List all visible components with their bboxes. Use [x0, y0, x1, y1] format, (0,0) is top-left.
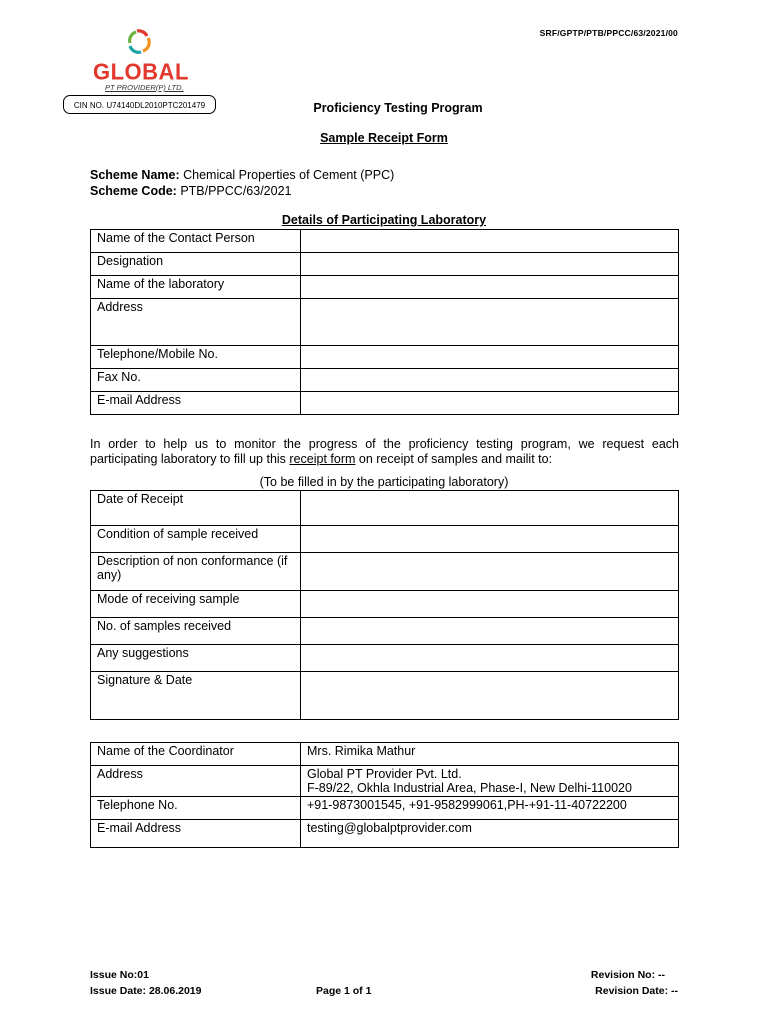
paragraph-text-end: on receipt of samples and mailit to:: [355, 452, 553, 466]
receipt-form-link: receipt form: [289, 452, 356, 466]
receipt-note: (To be filled in by the participating laboratory): [259, 475, 509, 489]
telephone-field[interactable]: [301, 346, 679, 369]
table-row: [91, 820, 679, 848]
date-of-receipt-field[interactable]: [301, 491, 679, 526]
address-field[interactable]: [301, 299, 679, 346]
row-label: Fax No.: [91, 369, 301, 392]
scheme-name-label: Scheme Name:: [90, 168, 180, 182]
sample-condition-field[interactable]: [301, 526, 679, 553]
page-title: Proficiency Testing Program: [313, 101, 483, 115]
cin-number: CIN NO. U74140DL2010PTC201479: [63, 95, 216, 114]
table-row: [91, 491, 679, 526]
logo-ring-icon: [93, 27, 193, 61]
email-field[interactable]: [301, 392, 679, 415]
table-row: [91, 766, 679, 797]
row-label: Designation: [91, 253, 301, 276]
row-label: E-mail Address: [91, 820, 301, 848]
non-conformance-field[interactable]: [301, 553, 679, 591]
table-row: [91, 253, 679, 276]
row-label: Telephone No.: [91, 797, 301, 820]
lab-details-table: [90, 229, 679, 415]
scheme-code-value: PTB/PPCC/63/2021: [176, 184, 292, 198]
receiving-mode-field[interactable]: [301, 591, 679, 618]
table-row: [91, 672, 679, 720]
row-label: Date of Receipt: [91, 491, 301, 526]
issue-number: Issue No:01: [90, 969, 149, 981]
company-logo: [93, 27, 193, 95]
row-label: Address: [91, 299, 301, 346]
row-label: Condition of sample received: [91, 526, 301, 553]
table-row: [91, 346, 679, 369]
paragraph-text: In order to help us to monitor the progress of the proficiency testing program, we request each participating laboratory to fill up this: [90, 437, 679, 466]
row-label: Name of the Coordinator: [91, 743, 301, 766]
table-row: [91, 553, 679, 591]
row-label: Signature & Date: [91, 672, 301, 720]
laboratory-name-field[interactable]: [301, 276, 679, 299]
coordinator-telephone: +91-9873001545, +91-9582999061,PH-+91-11-40722200: [301, 797, 679, 820]
table-row: [91, 645, 679, 672]
table-row: [91, 526, 679, 553]
row-label: Name of the Contact Person: [91, 230, 301, 253]
address-line-1: Global PT Provider Pvt. Ltd.: [307, 767, 462, 781]
sample-receipt-table: [90, 490, 679, 720]
row-label: Address: [91, 766, 301, 797]
instructions-paragraph: [90, 437, 679, 467]
logo-subtitle: PT PROVIDER(P) LTD.: [105, 83, 184, 92]
issue-date: Issue Date: 28.06.2019: [90, 985, 202, 997]
logo-wordmark: GLOBAL: [93, 58, 189, 85]
table-row: [91, 369, 679, 392]
designation-field[interactable]: [301, 253, 679, 276]
coordinator-email: testing@globalptprovider.com: [301, 820, 679, 848]
contact-person-field[interactable]: [301, 230, 679, 253]
fax-field[interactable]: [301, 369, 679, 392]
table-row: [91, 797, 679, 820]
page-number: Page 1 of 1: [316, 985, 372, 997]
coordinator-table: [90, 742, 679, 848]
row-label: Mode of receiving sample: [91, 591, 301, 618]
row-label: Any suggestions: [91, 645, 301, 672]
table-row: [91, 299, 679, 346]
form-title: Sample Receipt Form: [320, 131, 448, 145]
table-row: [91, 276, 679, 299]
table-row: [91, 591, 679, 618]
section-title: Details of Participating Laboratory: [281, 213, 487, 227]
coordinator-name: Mrs. Rimika Mathur: [301, 743, 679, 766]
row-label: Name of the laboratory: [91, 276, 301, 299]
document-reference: SRF/GPTP/PTB/PPCC/63/2021/00: [539, 28, 678, 38]
table-row: [91, 392, 679, 415]
scheme-code-label: Scheme Code:: [90, 184, 177, 198]
coordinator-address: [301, 766, 679, 797]
row-label: Description of non conformance (if any): [91, 553, 301, 591]
row-label: E-mail Address: [91, 392, 301, 415]
scheme-name: [90, 168, 394, 182]
table-row: [91, 618, 679, 645]
scheme-name-value: Chemical Properties of Cement (PPC): [179, 168, 395, 182]
signature-date-field[interactable]: [301, 672, 679, 720]
samples-count-field[interactable]: [301, 618, 679, 645]
address-line-2: F-89/22, Okhla Industrial Area, Phase-I, New Delhi-110020: [307, 781, 632, 795]
revision-date: Revision Date: --: [595, 985, 678, 997]
row-label: No. of samples received: [91, 618, 301, 645]
table-row: [91, 743, 679, 766]
table-row: [91, 230, 679, 253]
row-label: Telephone/Mobile No.: [91, 346, 301, 369]
scheme-code: [90, 184, 292, 198]
suggestions-field[interactable]: [301, 645, 679, 672]
revision-number: Revision No: --: [590, 969, 665, 981]
